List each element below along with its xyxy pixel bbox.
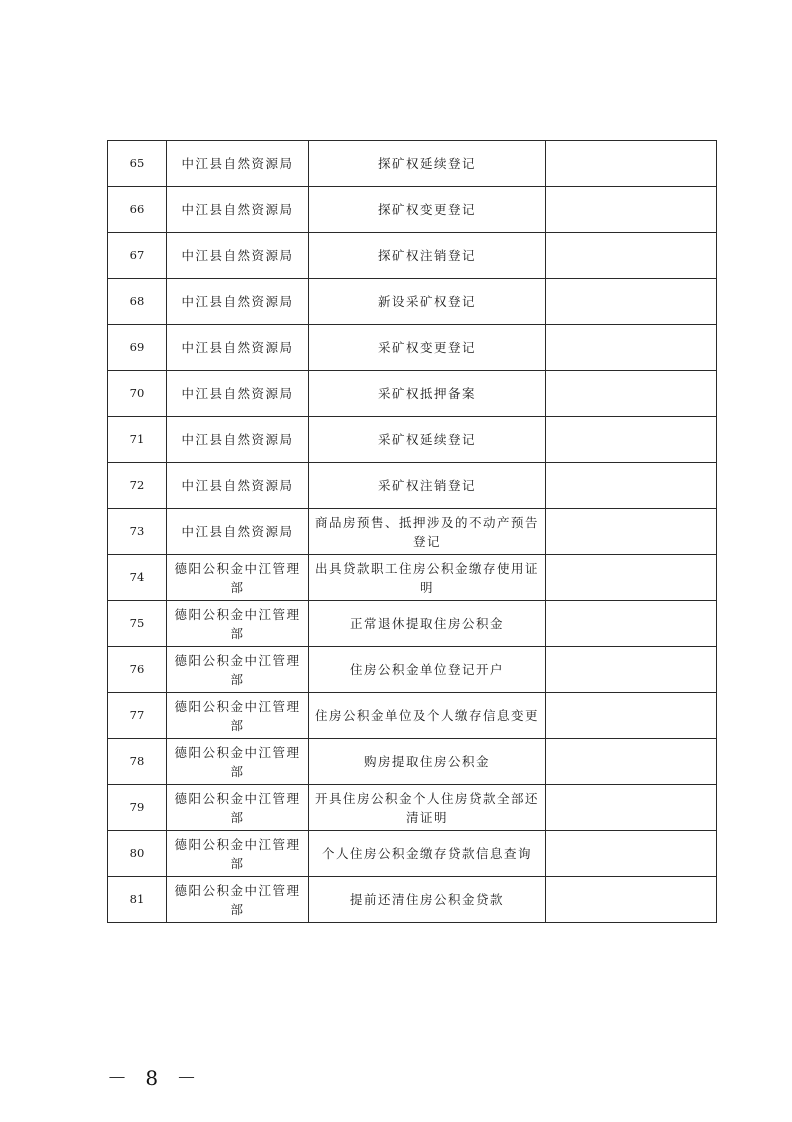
service-item-cell: 探矿权注销登记 (309, 233, 546, 279)
note-cell (546, 647, 717, 693)
table-row (108, 831, 717, 877)
service-item-cell: 住房公积金单位及个人缴存信息变更 (309, 693, 546, 739)
table-row (108, 463, 717, 509)
row-number-cell: 74 (108, 555, 167, 601)
note-cell (546, 233, 717, 279)
department-cell: 中江县自然资源局 (167, 371, 309, 417)
service-item-cell: 新设采矿权登记 (309, 279, 546, 325)
department-cell: 中江县自然资源局 (167, 187, 309, 233)
service-item-cell: 购房提取住房公积金 (309, 739, 546, 785)
note-cell (546, 831, 717, 877)
service-item-cell: 提前还清住房公积金贷款 (309, 877, 546, 923)
department-cell: 中江县自然资源局 (167, 141, 309, 187)
note-cell (546, 417, 717, 463)
row-number-cell: 66 (108, 187, 167, 233)
table-row (108, 325, 717, 371)
department-cell: 德阳公积金中江管理部 (167, 877, 309, 923)
note-cell (546, 693, 717, 739)
table-row (108, 279, 717, 325)
table-row (108, 785, 717, 831)
table-row (108, 233, 717, 279)
service-item-cell: 采矿权延续登记 (309, 417, 546, 463)
service-item-cell: 采矿权注销登记 (309, 463, 546, 509)
row-number-cell: 78 (108, 739, 167, 785)
table-row (108, 417, 717, 463)
table-row (108, 141, 717, 187)
table-row (108, 877, 717, 923)
service-item-cell: 商品房预售、抵押涉及的不动产预告登记 (309, 509, 546, 555)
table-row (108, 647, 717, 693)
department-cell: 德阳公积金中江管理部 (167, 693, 309, 739)
service-item-cell: 住房公积金单位登记开户 (309, 647, 546, 693)
row-number-cell: 71 (108, 417, 167, 463)
note-cell (546, 509, 717, 555)
row-number-cell: 72 (108, 463, 167, 509)
note-cell (546, 187, 717, 233)
note-cell (546, 555, 717, 601)
table-row (108, 555, 717, 601)
row-number-cell: 77 (108, 693, 167, 739)
note-cell (546, 601, 717, 647)
note-cell (546, 371, 717, 417)
table-row (108, 187, 717, 233)
department-cell: 中江县自然资源局 (167, 233, 309, 279)
note-cell (546, 279, 717, 325)
table-row (108, 371, 717, 417)
service-item-cell: 探矿权延续登记 (309, 141, 546, 187)
table-row (108, 509, 717, 555)
note-cell (546, 739, 717, 785)
row-number-cell: 81 (108, 877, 167, 923)
table-row (108, 739, 717, 785)
row-number-cell: 75 (108, 601, 167, 647)
department-cell: 中江县自然资源局 (167, 463, 309, 509)
row-number-cell: 80 (108, 831, 167, 877)
service-item-cell: 正常退休提取住房公积金 (309, 601, 546, 647)
row-number-cell: 68 (108, 279, 167, 325)
table-row (108, 601, 717, 647)
note-cell (546, 141, 717, 187)
service-items-table (107, 140, 717, 923)
department-cell: 德阳公积金中江管理部 (167, 555, 309, 601)
row-number-cell: 65 (108, 141, 167, 187)
service-item-cell: 采矿权抵押备案 (309, 371, 546, 417)
table-row (108, 693, 717, 739)
row-number-cell: 70 (108, 371, 167, 417)
department-cell: 德阳公积金中江管理部 (167, 785, 309, 831)
table-body (108, 141, 717, 923)
row-number-cell: 79 (108, 785, 167, 831)
note-cell (546, 463, 717, 509)
service-item-cell: 出具贷款职工住房公积金缴存使用证明 (309, 555, 546, 601)
note-cell (546, 785, 717, 831)
note-cell (546, 325, 717, 371)
service-item-cell: 开具住房公积金个人住房贷款全部还清证明 (309, 785, 546, 831)
department-cell: 中江县自然资源局 (167, 417, 309, 463)
note-cell (546, 877, 717, 923)
service-item-cell: 采矿权变更登记 (309, 325, 546, 371)
department-cell: 德阳公积金中江管理部 (167, 831, 309, 877)
department-cell: 中江县自然资源局 (167, 509, 309, 555)
row-number-cell: 76 (108, 647, 167, 693)
row-number-cell: 67 (108, 233, 167, 279)
page-number: － 8 － (107, 1066, 203, 1090)
service-item-cell: 探矿权变更登记 (309, 187, 546, 233)
row-number-cell: 69 (108, 325, 167, 371)
department-cell: 德阳公积金中江管理部 (167, 739, 309, 785)
service-item-cell: 个人住房公积金缴存贷款信息查询 (309, 831, 546, 877)
row-number-cell: 73 (108, 509, 167, 555)
department-cell: 德阳公积金中江管理部 (167, 601, 309, 647)
department-cell: 德阳公积金中江管理部 (167, 647, 309, 693)
department-cell: 中江县自然资源局 (167, 325, 309, 371)
department-cell: 中江县自然资源局 (167, 279, 309, 325)
